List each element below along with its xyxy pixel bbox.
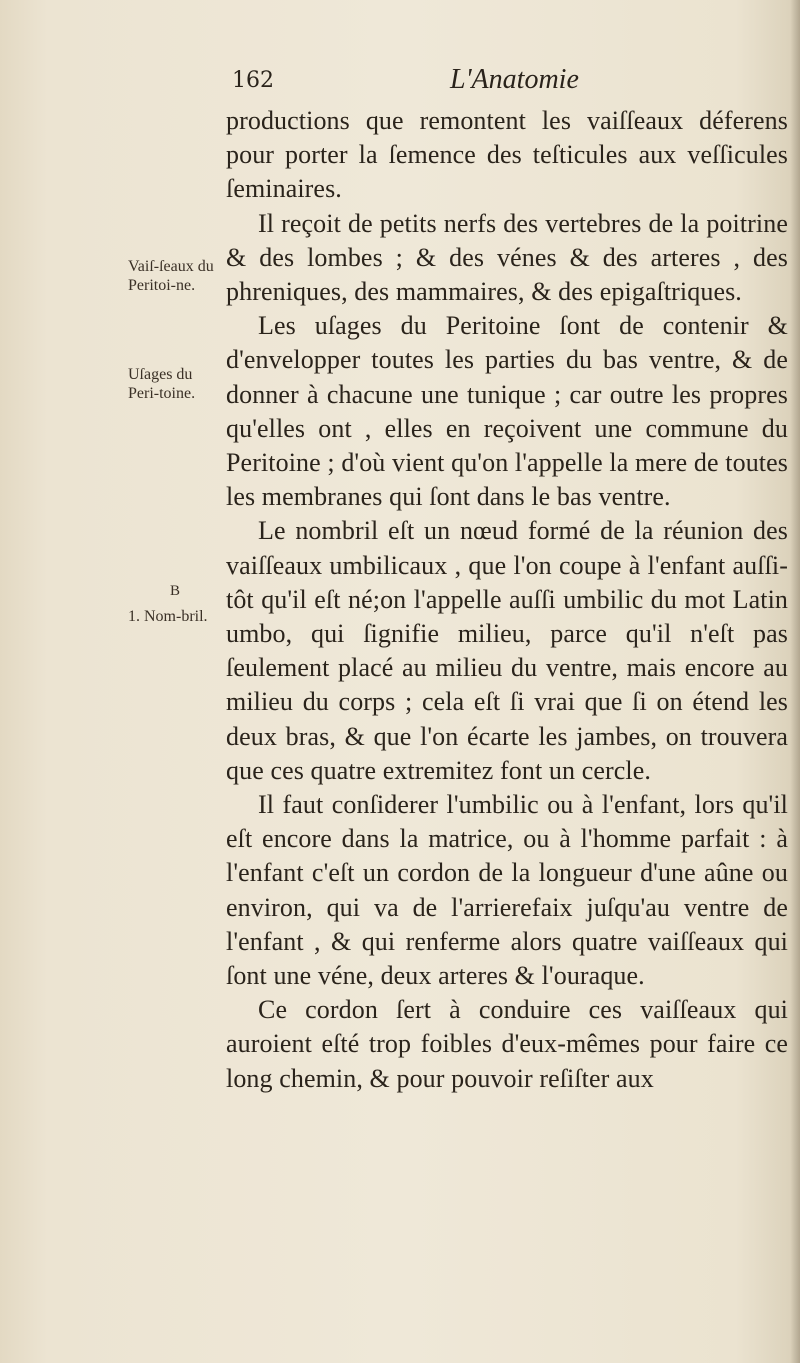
paragraph: productions que remontent les vaiſſeaux déferens pour porter la ſemence des teſticules aux veſſicules ſeminaires. — [226, 106, 788, 204]
paragraph: Les uſages du Peritoine ſont de contenir & d'envelopper toutes les parties du bas ventre, & de donner à chacune une tunique ; car outre les propres qu'elles ont , elles en reçoivent une commune du Peritoine ; d'où vient qu'on l'appelle la mere de toutes les membranes qui ſont dans le bas ventre. — [226, 311, 788, 512]
paragraph: Il reçoit de petits nerfs des vertebres de la poitrine & des lombes ; & des vénes & des arteres , des phreniques, des mammaires, & des epigaſtriques. — [226, 208, 788, 307]
margin-note-usages: Uſages du Peri-toine. — [128, 366, 196, 402]
page-edge-shadow — [790, 0, 800, 1363]
margin-note-vaisseaux: Vaiſ-ſeaux du Peritoi-ne. — [128, 258, 214, 294]
page-header — [232, 64, 702, 104]
margin-note-nombril: 1. Nom-bril. — [128, 608, 208, 625]
paragraph: Ce cordon ſert à conduire ces vaiſſeaux qui auroient eſté trop foibles d'eux-mêmes pour faire ce long chemin, & pour pouvoir reſiſter aux — [226, 995, 788, 1093]
running-title: L'Anatomie — [450, 64, 579, 95]
body-text — [226, 104, 788, 1096]
paragraph: Le nombril eſt un nœud formé de la réunion des vaiſſeaux umbilicaux , que l'on coupe à l'enfant auſſi-tôt qu'il eſt né;on l'appelle auſſi umbilic du mot Latin umbo, qui ſignifie milieu, parce qu'il n'eſt pas ſeulement placé au milieu du ventre, mais encore au milieu du corps ; cela eſt ſi vrai que ſi on étend les deux bras, & que l'on écarte les jambes, on trouvera que ces quatre extremitez font un cercle. — [226, 516, 788, 785]
margin-note-letter: B — [170, 583, 181, 599]
page-number: 162 — [232, 68, 274, 93]
paragraph: Il faut conſiderer l'umbilic ou à l'enfant, lors qu'il eſt encore dans la matrice, ou à l'homme parfait : à l'enfant c'eſt un cordon de la longueur d'une aûne ou environ, qui va de l'arrierefaix juſqu'au ventre de l'enfant , & qui renferme alors quatre vaiſſeaux qui ſont une véne, deux arteres & l'ouraque. — [226, 790, 788, 991]
